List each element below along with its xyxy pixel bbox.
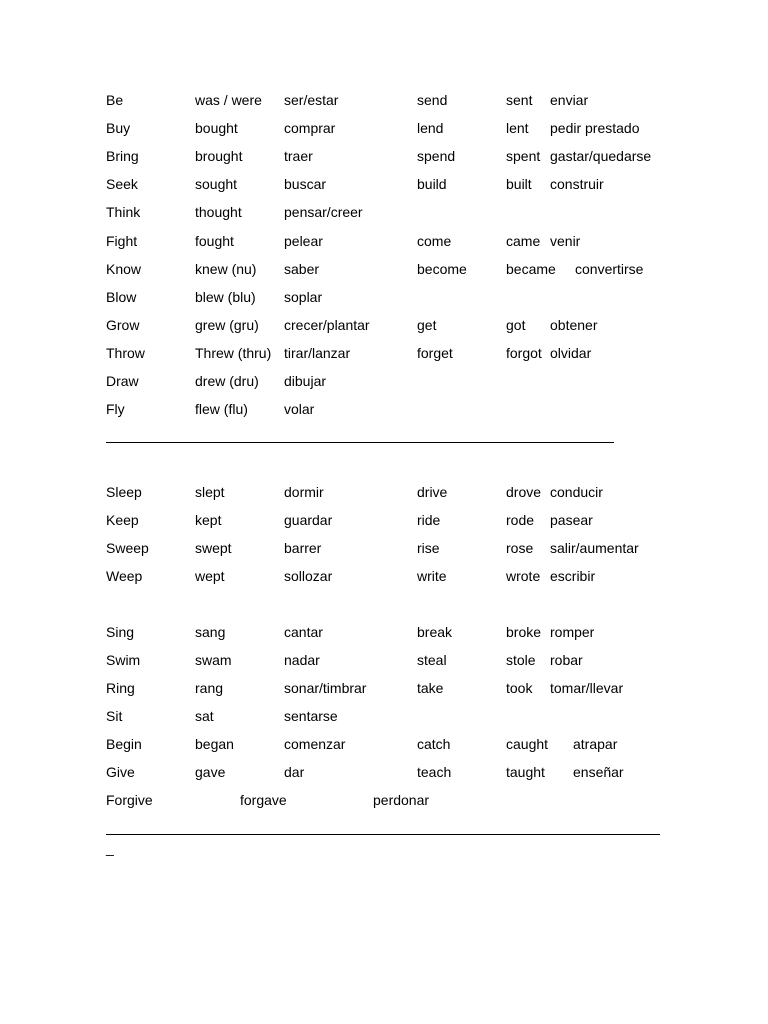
section2-row-1-verb-2: drive <box>417 484 448 500</box>
section3-row-3-verb-2: take <box>417 680 444 696</box>
forgive-past: forgave <box>240 792 287 808</box>
section2-row-3-past-2: rose <box>506 540 534 556</box>
section1-row-3-verb: Bring <box>106 148 139 165</box>
section2-row-2-verb: Keep <box>106 512 139 528</box>
trailing-dash: _ <box>106 840 114 856</box>
section2-row-2-translation-2: pasear <box>550 512 593 528</box>
section3-row-1-past: sang <box>195 624 226 640</box>
section1-row-9-past-2: got <box>506 316 526 333</box>
section1-row-2-verb: Buy <box>106 120 131 137</box>
section1-row-6-translation-2: venir <box>550 232 581 249</box>
section1-row-1-past: was / were <box>195 92 262 108</box>
section3-row-1-translation: cantar <box>284 624 323 640</box>
section-divider-1 <box>106 442 614 443</box>
section2-row-2-past: kept <box>195 512 222 528</box>
section1-row-9-verb: Grow <box>106 316 140 333</box>
section2-row-1-translation-2: conducir <box>550 484 603 500</box>
section1-row-9-past: grew (gru) <box>195 316 259 333</box>
section3-row-6-past: gave <box>195 764 226 780</box>
section1-row-9-verb-2: get <box>417 316 437 333</box>
section3-row-6-verb-2: teach <box>417 764 452 780</box>
section3-row-5-past-2: caught <box>506 736 549 752</box>
section2-row-4-translation: sollozar <box>284 568 333 584</box>
section1-row-12-past: flew (flu) <box>195 401 248 418</box>
section1-row-11-translation: dibujar <box>284 373 327 389</box>
section1-row-2-past-2: lent <box>506 120 529 137</box>
section1-row-7-past-2: became <box>506 260 556 277</box>
section1-row-10-past: Threw (thru) <box>195 344 272 361</box>
section1-row-2-verb-2: lend <box>417 120 444 137</box>
section1-row-10-translation-2: olvidar <box>550 344 592 361</box>
section1-row-12-translation: volar <box>284 401 315 418</box>
section1-row-1-translation-2: enviar <box>550 92 589 108</box>
section3-row-3-translation-2: tomar/llevar <box>550 680 624 696</box>
section1-row-2-translation: comprar <box>284 120 336 137</box>
section1-row-4-past: sought <box>195 176 238 193</box>
section3-row-1-verb-2: break <box>417 624 453 640</box>
section3-row-1-past-2: broke <box>506 624 542 640</box>
section3-row-6-past-2: taught <box>506 764 545 780</box>
section3-row-5-verb: Begin <box>106 736 142 752</box>
section1-row-11-verb: Draw <box>106 373 139 389</box>
section1-row-10-verb-2: forget <box>417 344 453 361</box>
section1-row-7-verb: Know <box>106 260 142 277</box>
section1-row-2-past: bought <box>195 120 238 137</box>
section3-row-3-past: rang <box>195 680 224 696</box>
section1-row-4-past-2: built <box>506 176 532 193</box>
section1-row-3-past-2: spent <box>506 148 541 165</box>
section2-row-3-verb: Sweep <box>106 540 149 556</box>
section3-row-5-translation: comenzar <box>284 736 346 752</box>
section1-row-6-past-2: came <box>506 232 541 249</box>
section1-row-6-translation: pelear <box>284 232 323 249</box>
section2-row-2-translation: guardar <box>284 512 333 528</box>
section1-row-9-translation-2: obtener <box>550 316 598 333</box>
section1-row-3-translation-2: gastar/quedarse <box>550 148 652 165</box>
section2-row-1-verb: Sleep <box>106 484 142 500</box>
section1-row-3-past: brought <box>195 148 243 165</box>
forgive-verb: Forgive <box>106 792 153 808</box>
section1-row-1-verb: Be <box>106 92 124 108</box>
section1-row-5-verb: Think <box>106 204 141 221</box>
section1-row-7-translation: saber <box>284 260 320 277</box>
section2-row-3-translation: barrer <box>284 540 322 556</box>
section3-row-1-translation-2: romper <box>550 624 595 640</box>
section1-row-1-past-2: sent <box>506 92 533 108</box>
section1-row-4-verb: Seek <box>106 176 138 193</box>
section1-row-3-verb-2: spend <box>417 148 456 165</box>
section1-row-7-translation-2: convertirse <box>575 260 644 277</box>
section3-row-1-verb: Sing <box>106 624 135 640</box>
section1-row-5-past: thought <box>195 204 242 221</box>
section3-row-6-verb: Give <box>106 764 135 780</box>
section1-row-5-translation: pensar/creer <box>284 204 363 221</box>
section2-row-3-past: swept <box>195 540 232 556</box>
forgive-translation: perdonar <box>373 792 430 808</box>
section1-row-6-verb: Fight <box>106 232 138 249</box>
section1-row-1-verb-2: send <box>417 92 448 108</box>
section1-row-1-translation: ser/estar <box>284 92 339 108</box>
section3-row-4-past: sat <box>195 708 214 724</box>
section2-row-4-verb: Weep <box>106 568 143 584</box>
section1-row-6-verb-2: come <box>417 232 452 249</box>
section1-row-6-past: fought <box>195 232 234 249</box>
section2-row-4-verb-2: write <box>417 568 447 584</box>
section3-row-5-translation-2: atrapar <box>573 736 618 752</box>
section2-row-4-translation-2: escribir <box>550 568 596 584</box>
section3-row-3-translation: sonar/timbrar <box>284 680 367 696</box>
section3-row-5-past: began <box>195 736 234 752</box>
section2-row-1-past: slept <box>195 484 225 500</box>
section2-row-4-past-2: wrote <box>506 568 541 584</box>
section1-row-4-translation-2: construir <box>550 176 604 193</box>
section3-row-2-past: swam <box>195 652 232 668</box>
section3-row-3-past-2: took <box>506 680 533 696</box>
section2-row-2-past-2: rode <box>506 512 535 528</box>
section1-row-7-past: knew (nu) <box>195 260 257 277</box>
section3-row-2-verb-2: steal <box>417 652 447 668</box>
section1-row-12-verb: Fly <box>106 401 125 418</box>
section1-row-3-translation: traer <box>284 148 313 165</box>
section1-row-10-past-2: forgot <box>506 344 542 361</box>
section3-row-2-verb: Swim <box>106 652 141 668</box>
section3-row-5-verb-2: catch <box>417 736 451 752</box>
section3-row-2-translation: nadar <box>284 652 320 668</box>
section1-row-8-verb: Blow <box>106 288 137 305</box>
section1-row-7-verb-2: become <box>417 260 467 277</box>
section3-row-2-past-2: stole <box>506 652 536 668</box>
section2-row-4-past: wept <box>195 568 225 584</box>
section1-row-11-past: drew (dru) <box>195 373 259 389</box>
section3-row-2-translation-2: robar <box>550 652 583 668</box>
section3-row-6-translation: dar <box>284 764 305 780</box>
section1-row-9-translation: crecer/plantar <box>284 316 370 333</box>
section3-row-4-translation: sentarse <box>284 708 338 724</box>
section2-row-1-past-2: drove <box>506 484 542 500</box>
section3-row-6-translation-2: enseñar <box>573 764 624 780</box>
section1-row-8-past: blew (blu) <box>195 288 256 305</box>
section1-row-10-verb: Throw <box>106 344 145 361</box>
section2-row-2-verb-2: ride <box>417 512 441 528</box>
section1-row-2-translation-2: pedir prestado <box>550 120 640 137</box>
section2-row-1-translation: dormir <box>284 484 324 500</box>
section2-row-3-translation-2: salir/aumentar <box>550 540 639 556</box>
section1-row-4-translation: buscar <box>284 176 327 193</box>
section1-row-8-translation: soplar <box>284 288 323 305</box>
section-divider-2 <box>106 834 660 835</box>
section3-row-3-verb: Ring <box>106 680 135 696</box>
section1-row-10-translation: tirar/lanzar <box>284 344 351 361</box>
section2-row-3-verb-2: rise <box>417 540 440 556</box>
section1-row-4-verb-2: build <box>417 176 447 193</box>
section3-row-4-verb: Sit <box>106 708 123 724</box>
